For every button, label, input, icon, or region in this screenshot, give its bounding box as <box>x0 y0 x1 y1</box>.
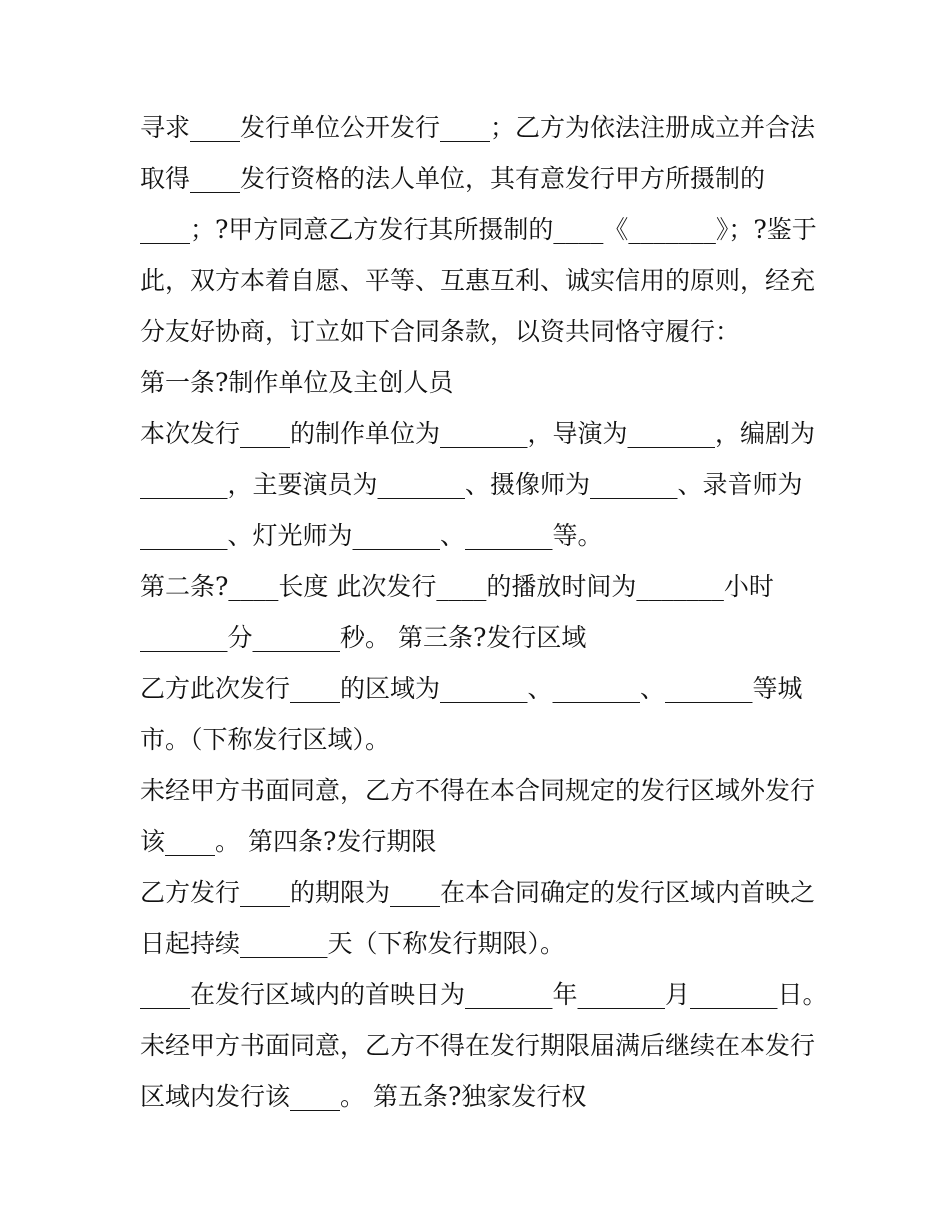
text-line: 市。（下称发行区域）。 <box>140 725 391 754</box>
text-line: 日起持续_______天（下称发行期限）。 <box>140 929 566 958</box>
text-line: 本次发行____的制作单位为_______，导演为_______，编剧为 <box>140 419 816 448</box>
text-line: ____；?甲方同意乙方发行其所摄制的____《_______》；?鉴于 <box>140 215 817 244</box>
text-line: ____在发行区域内的首映日为_______年_______月_______日。 <box>140 980 828 1009</box>
section-heading-article-1: 第一条?制作单位及主创人员 <box>140 368 454 397</box>
text-line: 此，双方本着自愿、平等、互惠互利、诚实信用的原则，经充 <box>140 266 816 295</box>
text-line: 区域内发行该____。 第五条?独家发行权 <box>140 1082 587 1111</box>
text-line: 未经甲方书面同意，乙方不得在本合同规定的发行区域外发行 <box>140 776 816 805</box>
text-line: 寻求____发行单位公开发行____；乙方为依法注册成立并合法 <box>140 113 816 142</box>
text-line: 未经甲方书面同意，乙方不得在发行期限届满后继续在本发行 <box>140 1031 816 1060</box>
contract-body-text <box>140 102 830 1122</box>
text-line: 乙方此次发行____的区域为_______、_______、_______等城 <box>140 674 803 703</box>
text-line: 乙方发行____的期限为____在本合同确定的发行区域内首映之 <box>140 878 816 907</box>
text-line: 分友好协商，订立如下合同条款，以资共同恪守履行： <box>140 317 741 346</box>
text-line: 该____。 第四条?发行期限 <box>140 827 437 856</box>
text-line: 取得____发行资格的法人单位，其有意发行甲方所摄制的 <box>140 164 766 193</box>
section-line-article-2: 第二条?____长度 此次发行____的播放时间为_______小时 <box>140 572 774 601</box>
text-line: _______，主要演员为_______、摄像师为_______、录音师为 <box>140 470 803 499</box>
text-line: _______、灯光师为_______、_______等。 <box>140 521 603 550</box>
text-line: _______分_______秒。 第三条?发行区域 <box>140 623 587 652</box>
